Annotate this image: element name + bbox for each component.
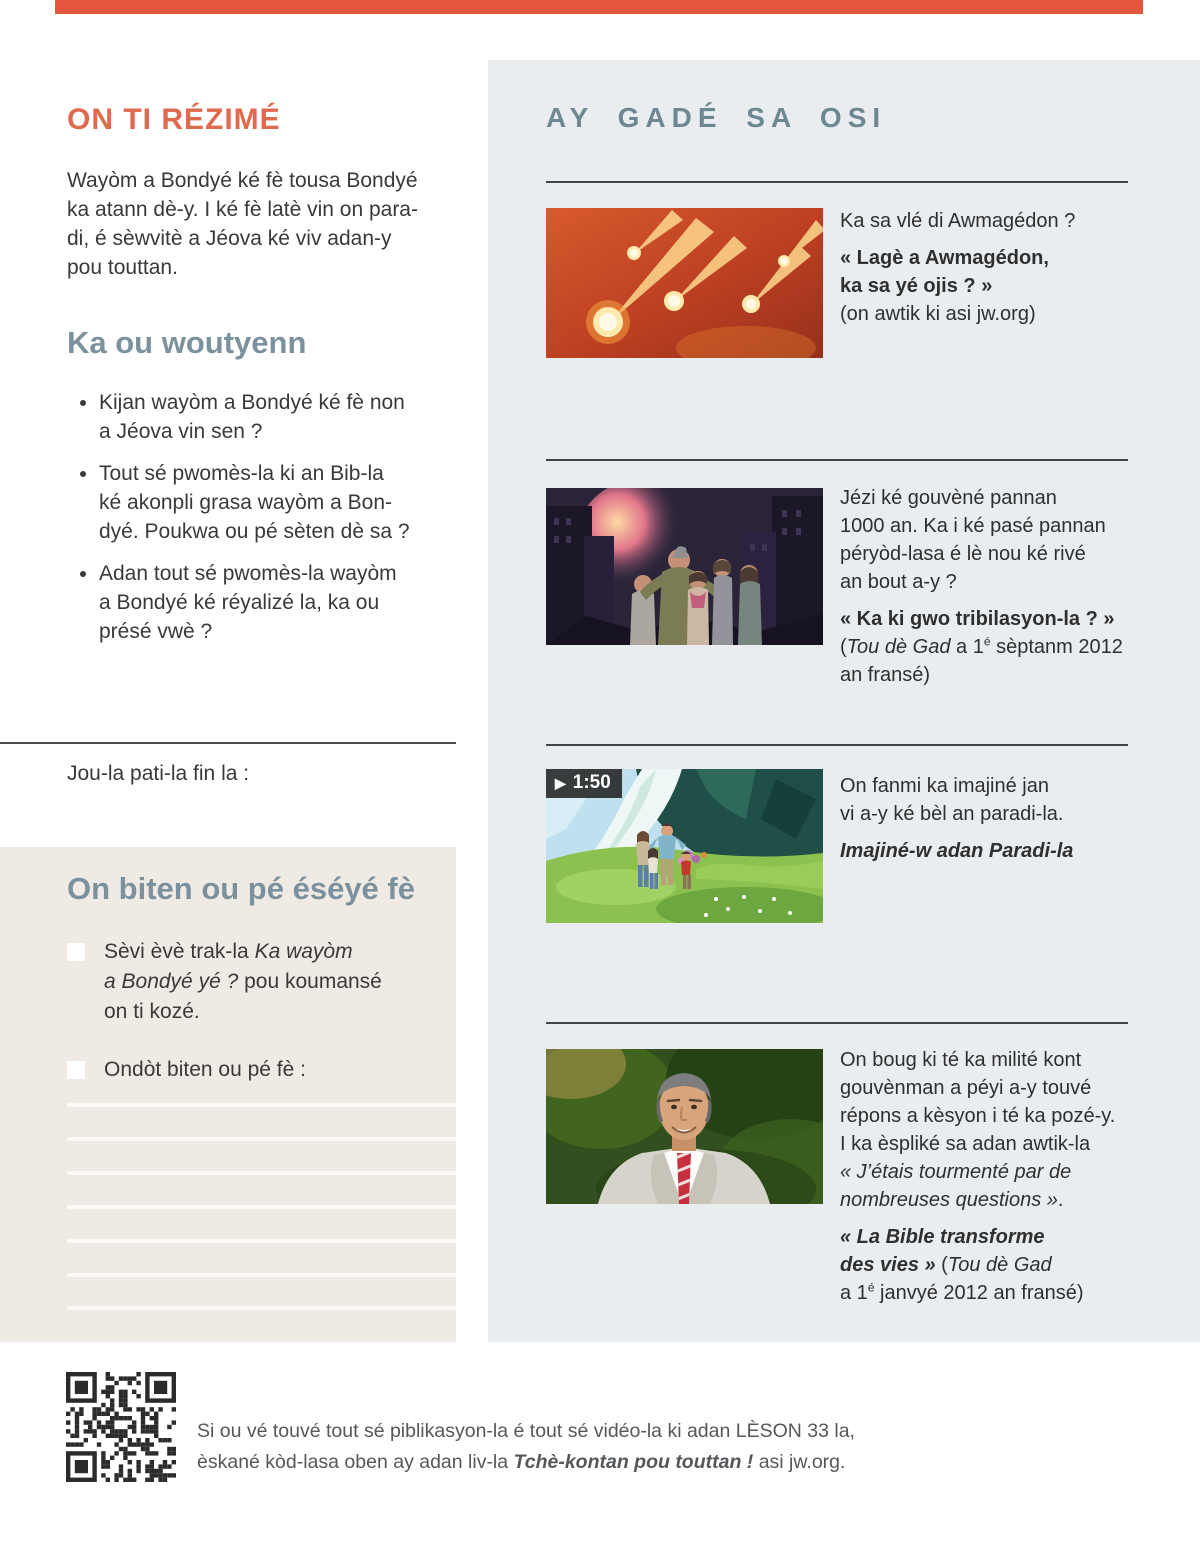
write-line[interactable]	[67, 1171, 456, 1175]
entry-question: On fanmi ka imajiné jan vi a-y ké bèl an paradi-la.	[840, 775, 1064, 825]
meteors-thumbnail[interactable]	[546, 208, 823, 358]
article-title[interactable]: « Lagè a Awmagédon,	[840, 247, 1049, 269]
article-title[interactable]: ka sa yé ojis ? »	[840, 275, 993, 297]
entry-2-text	[840, 484, 1170, 689]
qr-code[interactable]	[66, 1372, 176, 1482]
review-bullet: • Tout sé pwomès-la ki an Bib-la ké akonpli grasa wayòm a Bon- dyé. Poukwa ou pé sèten dè sa ?	[99, 459, 499, 546]
play-icon: ▶	[555, 774, 566, 791]
goal-box-heading: On biten ou pé éséyé fè	[67, 871, 415, 906]
source-note: a $1^é$ janvyé 2012 an fransé)	[840, 1280, 1084, 1304]
meteors-illustration	[546, 208, 823, 358]
goal-checkbox-1[interactable]	[67, 943, 85, 961]
video-title[interactable]: Imajiné-w adan Paradi-la	[840, 840, 1074, 862]
review-bullet: • Adan tout sé pwomès-la wayòm a Bondyé ké réyalizé la, ka ou présé vwè ?	[99, 559, 499, 646]
man-portrait-illustration	[546, 1049, 823, 1204]
paradise-video-thumbnail[interactable]	[546, 769, 823, 923]
write-line[interactable]	[67, 1103, 456, 1107]
review-bullet-list	[67, 388, 499, 659]
write-line[interactable]	[67, 1137, 456, 1141]
entry-divider	[546, 181, 1128, 183]
book-title: Tchè-kontan pou touttan !	[513, 1451, 754, 1473]
write-line[interactable]	[67, 1306, 456, 1310]
goal-checkbox-2[interactable]	[67, 1061, 85, 1079]
entry-3-text	[840, 772, 1170, 865]
entry-divider	[546, 1022, 1128, 1024]
entry-1-text	[840, 207, 1170, 328]
source-note: an fransé)	[840, 664, 931, 686]
footer-line-2: èskané kòd-lasa oben ay adan liv-la Tchè-kontan pou touttan ! asi jw.org.	[197, 1451, 846, 1473]
summary-paragraph: Wayòm a Bondyé ké fè tousa Bondyé ka atann dè-y. I ké fè latè vin on para- di, é sèwvitè a Jéova ké viv adan-y pou touttan.	[67, 169, 418, 279]
goal-item-2: Ondòt biten ou pé fè :	[104, 1058, 306, 1081]
top-accent-bar	[55, 0, 1143, 14]
video-duration-badge	[546, 769, 622, 798]
article-title[interactable]: « La Bible transforme	[840, 1226, 1045, 1248]
entry-question-italic: « J’étais tourmenté par de nombreuses questions ».	[840, 1161, 1072, 1211]
entry-question: On boug ki té ka milité kont gouvènman a péyi a-y touvé répons a kèsyon i té ka pozé-y. I ka èspliké sa adan awtik-la	[840, 1049, 1116, 1155]
summary-heading: ON TI RÉZIMÉ	[67, 103, 281, 136]
entry-question: Ka sa vlé di Awmagédon ?	[840, 210, 1076, 232]
entry-question: Jézi ké gouvèné pannan 1000 an. Ka i ké pasé pannan péryòd-lasa é lè nou ké rivé an bout a-y ?	[840, 487, 1106, 593]
footer-note	[197, 1416, 1037, 1478]
tribulation-thumbnail[interactable]	[546, 488, 823, 645]
source-note: (Tou dè Gad a $1^é$ sèptanm 2012	[840, 634, 1123, 658]
review-heading: Ka ou woutyenn	[67, 325, 307, 360]
entry-divider	[546, 744, 1128, 746]
see-also-panel	[488, 60, 1200, 1342]
see-also-heading: AY GADÉ SA OSI	[546, 102, 887, 133]
left-divider	[0, 742, 456, 744]
goal-box	[0, 847, 456, 1342]
completion-date-label: Jou-la pati-la fin la :	[67, 762, 250, 785]
explosion-family-illustration	[546, 488, 823, 645]
goal-item-1: Sèvi èvè trak-la Ka wayòm a Bondyé yé ? pou koumansé on ti kozé.	[104, 940, 382, 1023]
portrait-thumbnail[interactable]	[546, 1049, 823, 1204]
source-note: (on awtik ki asi jw.org)	[840, 303, 1036, 325]
article-title[interactable]: « Ka ki gwo tribilasyon-la ? »	[840, 608, 1115, 630]
article-title-line2[interactable]: des vies » (Tou dè Gad	[840, 1254, 1052, 1276]
write-line[interactable]	[67, 1239, 456, 1243]
footer-line-1: Si ou vé touvé tout sé piblikasyon-la é tout sé vidéo-la ki adan LÈSON 33 la,	[197, 1420, 855, 1442]
entry-4-text	[840, 1046, 1170, 1307]
review-bullet: • Kijan wayòm a Bondyé ké fè non a Jéova vin sen ?	[99, 388, 499, 446]
video-duration: 1:50	[572, 772, 611, 793]
write-line[interactable]	[67, 1205, 456, 1209]
entry-divider	[546, 459, 1128, 461]
write-line[interactable]	[67, 1273, 456, 1277]
